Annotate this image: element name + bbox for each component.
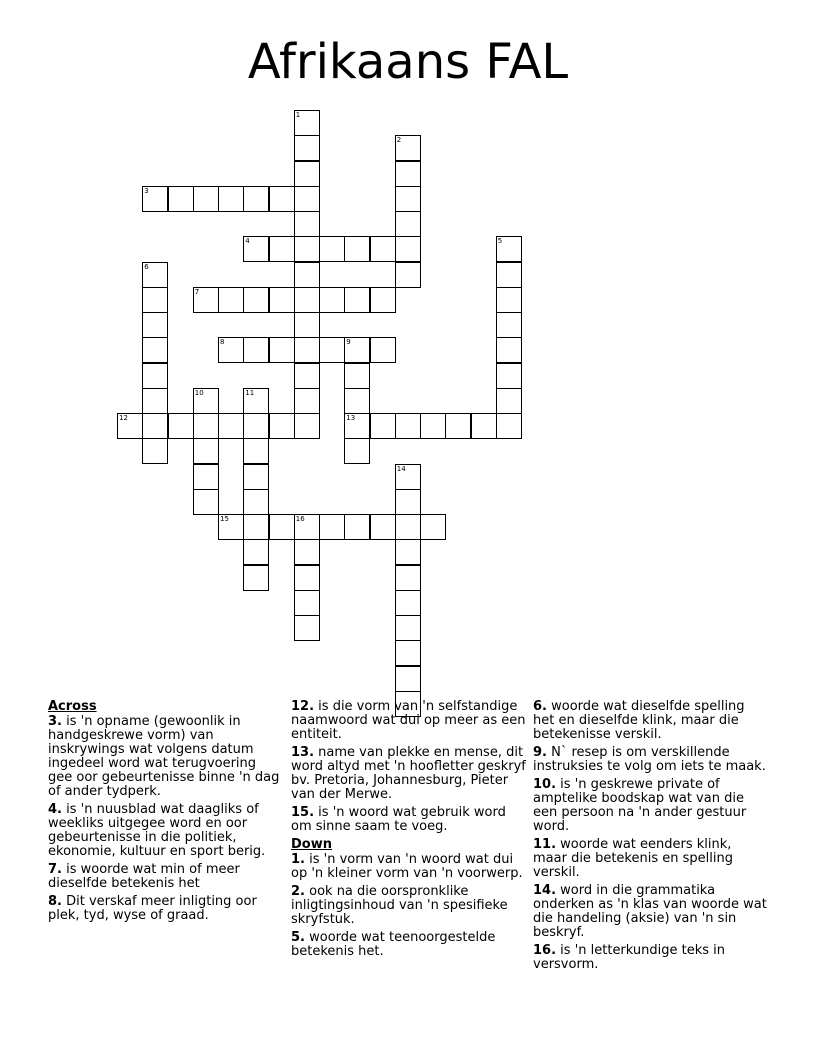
grid-cell[interactable]: [395, 413, 421, 439]
grid-cell[interactable]: [193, 489, 219, 515]
down-header: Down: [291, 837, 332, 852]
grid-cell[interactable]: [294, 236, 320, 262]
clue-across-4: 4. is 'n nuusblad wat daagliks of weekliks uitgegee word en oor gebeurtenisse in die politiek, ekonomie, kultuur en sport berig.: [48, 802, 266, 859]
clue-down-5: 5. woorde wat teenoorgestelde betekenis het.: [291, 930, 496, 959]
clue-across-13: 13. name van plekke en mense, dit word altyd met 'n hoofletter geskryf bv. Pretoria, Johannesburg, Pieter van der Merwe.: [291, 745, 526, 802]
grid-cell[interactable]: [344, 363, 370, 389]
grid-cell[interactable]: [496, 363, 522, 389]
grid-cell[interactable]: [269, 413, 295, 439]
grid-cell[interactable]: [395, 539, 421, 565]
cell-number: 16: [295, 515, 305, 523]
grid-cell[interactable]: [395, 666, 421, 692]
grid-cell[interactable]: [319, 287, 345, 313]
grid-cell[interactable]: [243, 337, 269, 363]
grid-cell[interactable]: [168, 186, 194, 212]
grid-cell[interactable]: [294, 135, 320, 161]
grid-cell[interactable]: [395, 186, 421, 212]
grid-cell[interactable]: [193, 438, 219, 464]
grid-cell[interactable]: [395, 615, 421, 641]
clue-down-10: 10. is 'n geskrewe private of amptelike boodskap wat van die een persoon na 'n ander gestuur word.: [533, 777, 747, 834]
grid-cell[interactable]: [344, 514, 370, 540]
across-header: Across: [48, 699, 97, 714]
grid-cell[interactable]: [496, 337, 522, 363]
grid-cell[interactable]: [294, 337, 320, 363]
grid-cell[interactable]: [193, 287, 219, 313]
clue-across-15: 15. is 'n woord wat gebruik word om sinne saam te voeg.: [291, 805, 506, 834]
grid-cell[interactable]: [496, 236, 522, 262]
cell-number: 6: [144, 262, 149, 271]
cell-number: 4: [245, 237, 250, 246]
clue-down-14: 14. word in die grammatika onderken as 'n klas van woorde wat die handeling (aksie) van 'n sin beskryf.: [533, 883, 767, 940]
grid-cell[interactable]: [243, 514, 269, 540]
grid-cell[interactable]: [496, 312, 522, 338]
grid-cell[interactable]: [294, 312, 320, 338]
grid-cell[interactable]: [117, 413, 143, 439]
clue-down-9: 9. N` resep is om verskillende instruksies te volg om iets te maak.: [533, 745, 766, 774]
grid-cell[interactable]: [243, 236, 269, 262]
clue-across-12: 12. is die vorm van 'n selfstandige naamwoord wat dui op meer as een entiteit.: [291, 699, 526, 742]
grid-cell[interactable]: [218, 186, 244, 212]
grid-cell[interactable]: [269, 186, 295, 212]
grid-cell[interactable]: [142, 337, 168, 363]
clues-column-2: [291, 700, 527, 963]
grid-cell[interactable]: [471, 413, 497, 439]
grid-cell[interactable]: [370, 337, 396, 363]
grid-cell[interactable]: [420, 514, 446, 540]
clues-column-1: [48, 700, 284, 927]
cell-number: 3: [144, 186, 149, 195]
clue-down-6: 6. woorde wat dieselfde spelling het en dieselfde klink, maar die betekenisse verskil.: [533, 699, 745, 742]
puzzle-title: Afrikaans FAL: [247, 34, 569, 90]
grid-cell[interactable]: [243, 413, 269, 439]
grid-cell[interactable]: [496, 262, 522, 288]
grid-cell[interactable]: [243, 438, 269, 464]
grid-cell[interactable]: [420, 413, 446, 439]
grid-cell[interactable]: [496, 287, 522, 313]
grid-cell[interactable]: [142, 388, 168, 414]
grid-cell[interactable]: [370, 514, 396, 540]
grid-cell[interactable]: [395, 236, 421, 262]
grid-cell[interactable]: [370, 413, 396, 439]
grid-cell[interactable]: [395, 262, 421, 288]
cell-number: 14: [396, 464, 406, 473]
grid-cell[interactable]: [142, 413, 168, 439]
clue-down-11: 11. woorde wat eenders klink, maar die betekenis en spelling verskil.: [533, 837, 733, 880]
clue-across-3: 3. is 'n opname (gewoonlik in handgeskrewe vorm) van inskrywings wat volgens datum ingedeel word wat terugvoering gee oor gebeurtenisse binne 'n dag of ander tydperk.: [48, 714, 280, 799]
grid-cell[interactable]: [294, 262, 320, 288]
grid-cell[interactable]: [218, 413, 244, 439]
grid-cell[interactable]: [193, 464, 219, 490]
grid-cell[interactable]: [218, 514, 244, 540]
grid-cell[interactable]: [243, 464, 269, 490]
cell-number: 8: [220, 338, 225, 347]
grid-cell[interactable]: [142, 262, 168, 288]
grid-cell[interactable]: [319, 337, 345, 363]
grid-cell[interactable]: [294, 211, 320, 237]
grid-cell[interactable]: [395, 161, 421, 187]
grid-cell[interactable]: [395, 464, 421, 490]
grid-cell[interactable]: [142, 438, 168, 464]
grid-cell[interactable]: [370, 287, 396, 313]
grid-cell[interactable]: [243, 186, 269, 212]
grid-cell[interactable]: [294, 186, 320, 212]
grid-cell[interactable]: [445, 413, 471, 439]
clues-column-3: [533, 700, 769, 976]
cell-number: 12: [119, 414, 128, 422]
clue-down-16: 16. is 'n letterkundige teks in versvorm.: [533, 943, 726, 972]
cell-number: 11: [245, 388, 255, 397]
grid-cell[interactable]: [294, 615, 320, 641]
grid-cell[interactable]: [294, 363, 320, 389]
grid-cell[interactable]: [218, 287, 244, 313]
grid-cell[interactable]: [395, 590, 421, 616]
grid-cell[interactable]: [294, 110, 320, 136]
grid-cell[interactable]: [142, 312, 168, 338]
grid-cell[interactable]: [193, 186, 219, 212]
clue-down-1: 1. is 'n vorm van 'n woord wat dui op 'n kleiner vorm van 'n voorwerp.: [291, 852, 523, 881]
grid-cell[interactable]: [395, 211, 421, 237]
grid-cell[interactable]: [243, 565, 269, 591]
clue-down-2: 2. ook na die oorspronklike inligtingsinhoud van 'n spesifieke skryfstuk.: [291, 884, 508, 927]
grid-cell[interactable]: [294, 161, 320, 187]
cell-number: 5: [497, 237, 503, 246]
cell-number: 1: [295, 111, 301, 119]
grid-cell[interactable]: [294, 287, 320, 313]
cell-number: 7: [194, 287, 200, 296]
grid-cell[interactable]: [243, 287, 269, 313]
grid-cell[interactable]: [294, 590, 320, 616]
grid-cell[interactable]: [395, 514, 421, 540]
grid-cell[interactable]: [294, 565, 320, 591]
grid-cell[interactable]: [142, 287, 168, 313]
grid-cell[interactable]: [269, 337, 295, 363]
grid-cell[interactable]: [395, 135, 421, 161]
grid-cell[interactable]: [269, 514, 295, 540]
grid-cell[interactable]: [344, 388, 370, 414]
grid-cell[interactable]: [319, 236, 345, 262]
grid-cell[interactable]: [142, 363, 168, 389]
clue-across-7: 7. is woorde wat min of meer dieselfde betekenis het: [48, 862, 240, 891]
grid-cell[interactable]: [243, 489, 269, 515]
grid-cell[interactable]: [344, 413, 370, 439]
grid-cell[interactable]: [294, 514, 320, 540]
grid-cell[interactable]: [269, 287, 295, 313]
grid-cell[interactable]: [344, 438, 370, 464]
grid-cell[interactable]: [218, 337, 244, 363]
clue-across-8: 8. Dit verskaf meer inligting oor plek, tyd, wyse of graad.: [48, 894, 257, 923]
grid-cell[interactable]: [294, 388, 320, 414]
grid-cell[interactable]: [243, 539, 269, 565]
grid-cell[interactable]: [193, 388, 219, 414]
grid-cell[interactable]: [142, 186, 168, 212]
grid-cell[interactable]: [269, 236, 295, 262]
cell-number: 15: [220, 515, 229, 523]
grid-cell[interactable]: [168, 413, 194, 439]
cell-number: 2: [396, 136, 402, 145]
grid-cell[interactable]: [243, 388, 269, 414]
cell-number: 10: [194, 388, 204, 397]
grid-cell[interactable]: [496, 388, 522, 414]
cell-number: 9: [346, 338, 351, 347]
grid-cell[interactable]: [344, 337, 370, 363]
grid-cell[interactable]: [395, 489, 421, 515]
grid-cell[interactable]: [193, 413, 219, 439]
grid-cell[interactable]: [294, 413, 320, 439]
grid-cell[interactable]: [496, 413, 522, 439]
grid-cell[interactable]: [344, 236, 370, 262]
grid-cell[interactable]: [344, 287, 370, 313]
cell-number: 13: [346, 414, 356, 422]
grid-cell[interactable]: [395, 565, 421, 591]
grid-cell[interactable]: [294, 539, 320, 565]
grid-cell[interactable]: [395, 640, 421, 666]
grid-cell[interactable]: [319, 514, 345, 540]
grid-cell[interactable]: [370, 236, 396, 262]
